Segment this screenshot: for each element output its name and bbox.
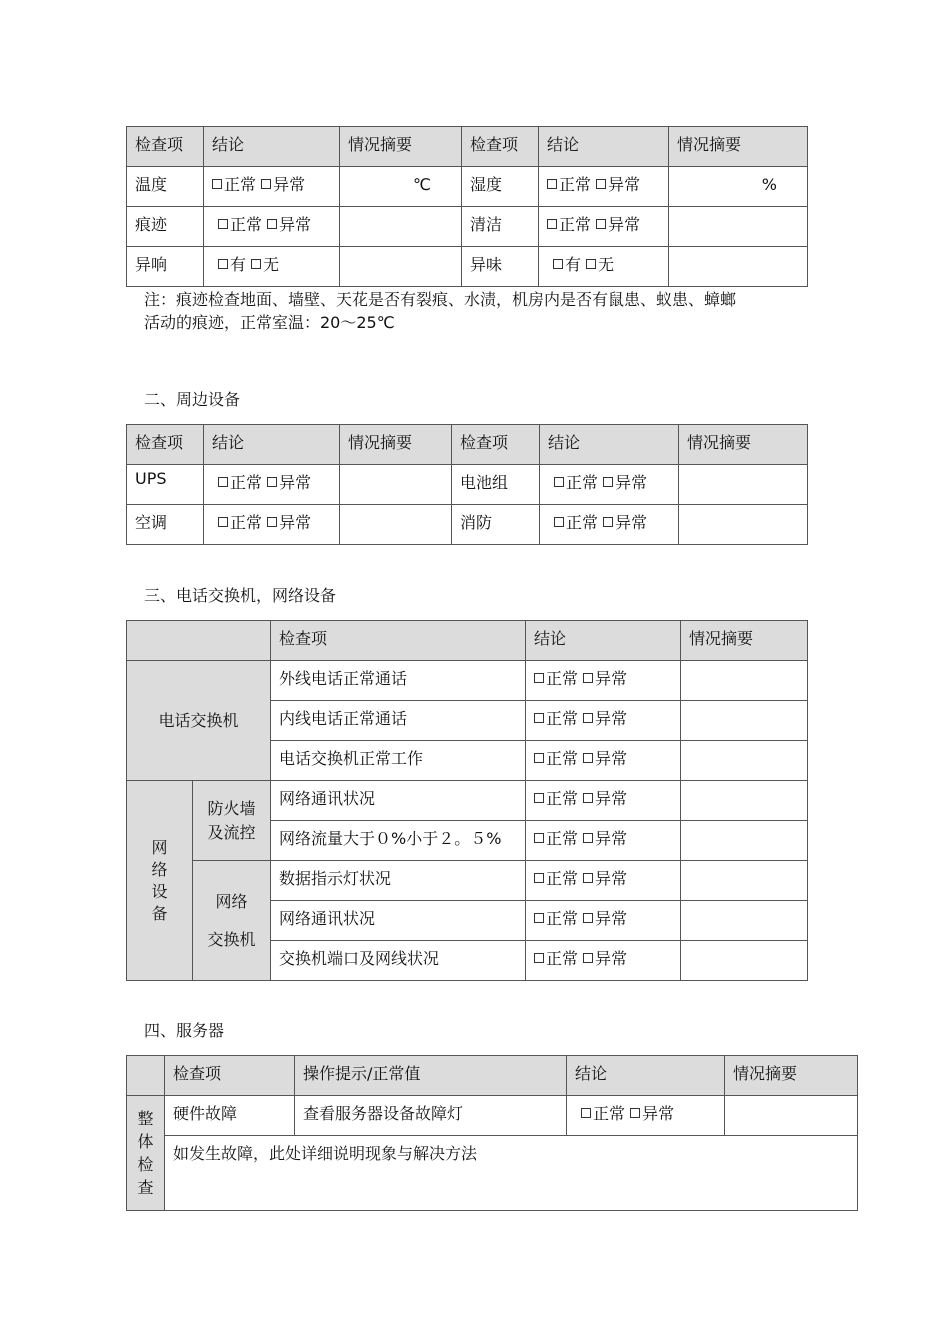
summary-cell[interactable] bbox=[681, 941, 808, 981]
checkbox-icon[interactable] bbox=[596, 179, 606, 189]
table-row bbox=[127, 167, 808, 207]
checkbox-icon[interactable] bbox=[534, 913, 544, 923]
checkbox-icon[interactable] bbox=[583, 713, 593, 723]
header-cell: 检查项 bbox=[271, 621, 526, 661]
header-cell: 检查项 bbox=[127, 127, 204, 167]
header-cell: 情况摘要 bbox=[725, 1056, 858, 1096]
header-cell: 情况摘要 bbox=[669, 127, 808, 167]
option-label: 正常 bbox=[546, 869, 579, 888]
checkbox-icon[interactable] bbox=[603, 517, 613, 527]
option-label: 异常 bbox=[615, 513, 648, 532]
option-label: 异常 bbox=[595, 669, 628, 688]
option-label: 异常 bbox=[608, 175, 641, 194]
vertical-char: 整 bbox=[137, 1109, 154, 1128]
table-row bbox=[127, 1136, 858, 1211]
result-cell bbox=[204, 207, 340, 247]
checkbox-icon[interactable] bbox=[534, 833, 544, 843]
option-label: 正常 bbox=[559, 175, 592, 194]
pbx-group-label: 电话交换机 bbox=[127, 661, 271, 781]
option-label: 异常 bbox=[595, 749, 628, 768]
check-item: UPS bbox=[127, 465, 204, 505]
table-row bbox=[127, 505, 808, 545]
option-label: 正常 bbox=[546, 829, 579, 848]
result-cell bbox=[526, 821, 681, 861]
fault-description-cell[interactable]: 如发生故障，此处详细说明现象与解决方法 bbox=[165, 1136, 858, 1211]
checkbox-icon[interactable] bbox=[583, 673, 593, 683]
vertical-char: 备 bbox=[151, 903, 168, 923]
checkbox-icon[interactable] bbox=[603, 477, 613, 487]
result-cell bbox=[567, 1096, 725, 1136]
summary-cell[interactable] bbox=[679, 465, 808, 505]
option-label: 正常 bbox=[593, 1104, 626, 1123]
table-row bbox=[127, 1096, 858, 1136]
result-cell bbox=[204, 167, 340, 207]
table-row bbox=[127, 861, 808, 901]
firewall-group-label bbox=[193, 781, 271, 861]
checkbox-icon[interactable] bbox=[554, 517, 564, 527]
checkbox-icon[interactable] bbox=[583, 753, 593, 763]
checkbox-icon[interactable] bbox=[212, 179, 222, 189]
label-line: 及流控 bbox=[207, 822, 256, 842]
header-cell: 检查项 bbox=[165, 1056, 295, 1096]
option-label: 正常 bbox=[224, 175, 257, 194]
result-cell bbox=[540, 505, 679, 545]
summary-cell[interactable]: % bbox=[669, 167, 808, 207]
checkbox-icon[interactable] bbox=[583, 793, 593, 803]
note-text bbox=[144, 288, 736, 334]
check-item: 外线电话正常通话 bbox=[271, 661, 526, 701]
summary-cell[interactable] bbox=[681, 741, 808, 781]
hint-cell: 查看服务器设备故障灯 bbox=[295, 1096, 567, 1136]
option-label: 正常 bbox=[546, 749, 579, 768]
check-item: 异响 bbox=[127, 247, 204, 287]
option-label: 异常 bbox=[273, 175, 306, 194]
header-cell: 结论 bbox=[539, 127, 669, 167]
summary-cell[interactable] bbox=[679, 505, 808, 545]
summary-cell[interactable] bbox=[725, 1096, 858, 1136]
section-title: 二、周边设备 bbox=[144, 390, 241, 409]
summary-cell[interactable] bbox=[340, 505, 452, 545]
header-cell: 情况摘要 bbox=[679, 425, 808, 465]
option-label: 异常 bbox=[279, 215, 312, 234]
header-cell: 操作提示/正常值 bbox=[295, 1056, 567, 1096]
option-label: 异常 bbox=[279, 473, 312, 492]
result-cell bbox=[539, 167, 669, 207]
check-item: 温度 bbox=[127, 167, 204, 207]
header-cell: 情况摘要 bbox=[340, 425, 452, 465]
check-item: 空调 bbox=[127, 505, 204, 545]
check-item: 清洁 bbox=[462, 207, 539, 247]
server-table bbox=[126, 1055, 858, 1211]
checkbox-icon[interactable] bbox=[586, 259, 596, 269]
checkbox-icon[interactable] bbox=[630, 1108, 640, 1118]
option-label: 有 bbox=[565, 255, 582, 274]
header-cell: 结论 bbox=[526, 621, 681, 661]
checkbox-icon[interactable] bbox=[267, 477, 277, 487]
vertical-char: 体 bbox=[137, 1132, 154, 1151]
summary-cell[interactable] bbox=[681, 661, 808, 701]
vertical-char: 网 bbox=[151, 837, 168, 857]
option-label: 正常 bbox=[546, 949, 579, 968]
checkbox-icon[interactable] bbox=[547, 219, 557, 229]
label-line: 防火墙 bbox=[207, 798, 256, 818]
peripheral-table bbox=[126, 424, 808, 545]
result-cell bbox=[539, 247, 669, 287]
option-label: 异常 bbox=[608, 215, 641, 234]
option-label: 正常 bbox=[546, 789, 579, 808]
checkbox-icon[interactable] bbox=[534, 793, 544, 803]
option-label: 异常 bbox=[595, 829, 628, 848]
checkbox-icon[interactable] bbox=[534, 713, 544, 723]
checkbox-icon[interactable] bbox=[218, 517, 228, 527]
result-cell bbox=[526, 701, 681, 741]
summary-cell[interactable] bbox=[340, 465, 452, 505]
header-cell: 情况摘要 bbox=[340, 127, 462, 167]
table-row bbox=[127, 781, 808, 821]
checkbox-icon[interactable] bbox=[583, 873, 593, 883]
vertical-char: 络 bbox=[151, 859, 168, 879]
section-title: 三、电话交换机，网络设备 bbox=[144, 586, 337, 605]
header-cell: 检查项 bbox=[462, 127, 539, 167]
option-label: 有 bbox=[230, 255, 247, 274]
table-row bbox=[127, 465, 808, 505]
header-cell bbox=[127, 1056, 165, 1096]
label-line: 交换机 bbox=[207, 929, 256, 949]
vertical-char: 检 bbox=[137, 1155, 154, 1174]
header-cell: 结论 bbox=[204, 127, 340, 167]
summary-cell[interactable] bbox=[669, 247, 808, 287]
header-cell: 结论 bbox=[540, 425, 679, 465]
table-row bbox=[127, 207, 808, 247]
summary-cell[interactable] bbox=[340, 207, 462, 247]
switch-group-label bbox=[193, 861, 271, 981]
checkbox-icon[interactable] bbox=[583, 953, 593, 963]
check-item: 电池组 bbox=[452, 465, 540, 505]
vertical-char: 设 bbox=[151, 881, 168, 901]
check-item: 网络通讯状况 bbox=[271, 781, 526, 821]
table-row bbox=[127, 661, 808, 701]
result-cell bbox=[539, 207, 669, 247]
header-cell: 检查项 bbox=[127, 425, 204, 465]
option-label: 正常 bbox=[546, 669, 579, 688]
checkbox-icon[interactable] bbox=[218, 477, 228, 487]
check-item: 内线电话正常通话 bbox=[271, 701, 526, 741]
option-label: 正常 bbox=[559, 215, 592, 234]
result-cell bbox=[526, 661, 681, 701]
summary-cell[interactable] bbox=[681, 781, 808, 821]
option-label: 异常 bbox=[642, 1104, 675, 1123]
checkbox-icon[interactable] bbox=[547, 179, 557, 189]
checkbox-icon[interactable] bbox=[581, 1108, 591, 1118]
check-item: 痕迹 bbox=[127, 207, 204, 247]
label-line: 网络 bbox=[215, 891, 248, 911]
option-label: 无 bbox=[598, 255, 615, 274]
summary-cell[interactable]: ℃ bbox=[340, 167, 462, 207]
check-item: 网络通讯状况 bbox=[271, 901, 526, 941]
option-label: 正常 bbox=[546, 709, 579, 728]
summary-cell[interactable] bbox=[681, 701, 808, 741]
checkbox-icon[interactable] bbox=[218, 259, 228, 269]
option-label: 异常 bbox=[595, 789, 628, 808]
checkbox-icon[interactable] bbox=[261, 179, 271, 189]
result-cell bbox=[526, 901, 681, 941]
result-cell bbox=[526, 741, 681, 781]
option-label: 异常 bbox=[595, 709, 628, 728]
option-label: 无 bbox=[263, 255, 280, 274]
vertical-char: 查 bbox=[137, 1178, 154, 1197]
checkbox-icon[interactable] bbox=[218, 219, 228, 229]
option-label: 异常 bbox=[595, 869, 628, 888]
checkbox-icon[interactable] bbox=[534, 953, 544, 963]
option-label: 异常 bbox=[595, 909, 628, 928]
checkbox-icon[interactable] bbox=[251, 259, 261, 269]
note-line: 活动的痕迹，正常室温：20～25℃ bbox=[144, 313, 395, 332]
option-label: 异常 bbox=[595, 949, 628, 968]
summary-cell[interactable] bbox=[669, 207, 808, 247]
check-item: 网络流量大于０%小于２。５% bbox=[271, 821, 526, 861]
check-item: 湿度 bbox=[462, 167, 539, 207]
check-item: 数据指示灯状况 bbox=[271, 861, 526, 901]
environment-table bbox=[126, 126, 808, 287]
checkbox-icon[interactable] bbox=[553, 259, 563, 269]
header-cell: 结论 bbox=[204, 425, 340, 465]
result-cell bbox=[526, 941, 681, 981]
result-cell bbox=[526, 861, 681, 901]
result-cell bbox=[204, 465, 340, 505]
result-cell bbox=[540, 465, 679, 505]
table-row bbox=[127, 247, 808, 287]
result-cell bbox=[204, 505, 340, 545]
header-cell: 检查项 bbox=[452, 425, 540, 465]
summary-cell[interactable] bbox=[681, 861, 808, 901]
check-item: 交换机端口及网线状况 bbox=[271, 941, 526, 981]
check-item: 硬件故障 bbox=[165, 1096, 295, 1136]
option-label: 异常 bbox=[615, 473, 648, 492]
checkbox-icon[interactable] bbox=[583, 913, 593, 923]
option-label: 正常 bbox=[566, 513, 599, 532]
section-title: 四、服务器 bbox=[144, 1021, 225, 1040]
checkbox-icon[interactable] bbox=[534, 673, 544, 683]
note-line: 注：痕迹检查地面、墙壁、天花是否有裂痕、水渍，机房内是否有鼠患、蚁患、蟑螂 bbox=[144, 290, 737, 309]
checkbox-icon[interactable] bbox=[534, 753, 544, 763]
result-cell bbox=[204, 247, 340, 287]
check-item: 异味 bbox=[462, 247, 539, 287]
checkbox-icon[interactable] bbox=[267, 219, 277, 229]
summary-cell[interactable] bbox=[681, 821, 808, 861]
header-cell: 结论 bbox=[567, 1056, 725, 1096]
checkbox-icon[interactable] bbox=[267, 517, 277, 527]
checkbox-icon[interactable] bbox=[554, 477, 564, 487]
checkbox-icon[interactable] bbox=[534, 873, 544, 883]
option-label: 异常 bbox=[279, 513, 312, 532]
result-cell bbox=[526, 781, 681, 821]
check-item: 消防 bbox=[452, 505, 540, 545]
summary-cell[interactable] bbox=[681, 901, 808, 941]
network-group-label bbox=[127, 781, 193, 981]
check-item: 电话交换机正常工作 bbox=[271, 741, 526, 781]
checkbox-icon[interactable] bbox=[596, 219, 606, 229]
overall-check-label bbox=[127, 1096, 165, 1211]
option-label: 正常 bbox=[566, 473, 599, 492]
option-label: 正常 bbox=[230, 215, 263, 234]
option-label: 正常 bbox=[230, 513, 263, 532]
header-cell bbox=[127, 621, 271, 661]
option-label: 正常 bbox=[546, 909, 579, 928]
telephony-network-table bbox=[126, 620, 808, 981]
option-label: 正常 bbox=[230, 473, 263, 492]
header-cell: 情况摘要 bbox=[681, 621, 808, 661]
summary-cell[interactable] bbox=[340, 247, 462, 287]
checkbox-icon[interactable] bbox=[583, 833, 593, 843]
